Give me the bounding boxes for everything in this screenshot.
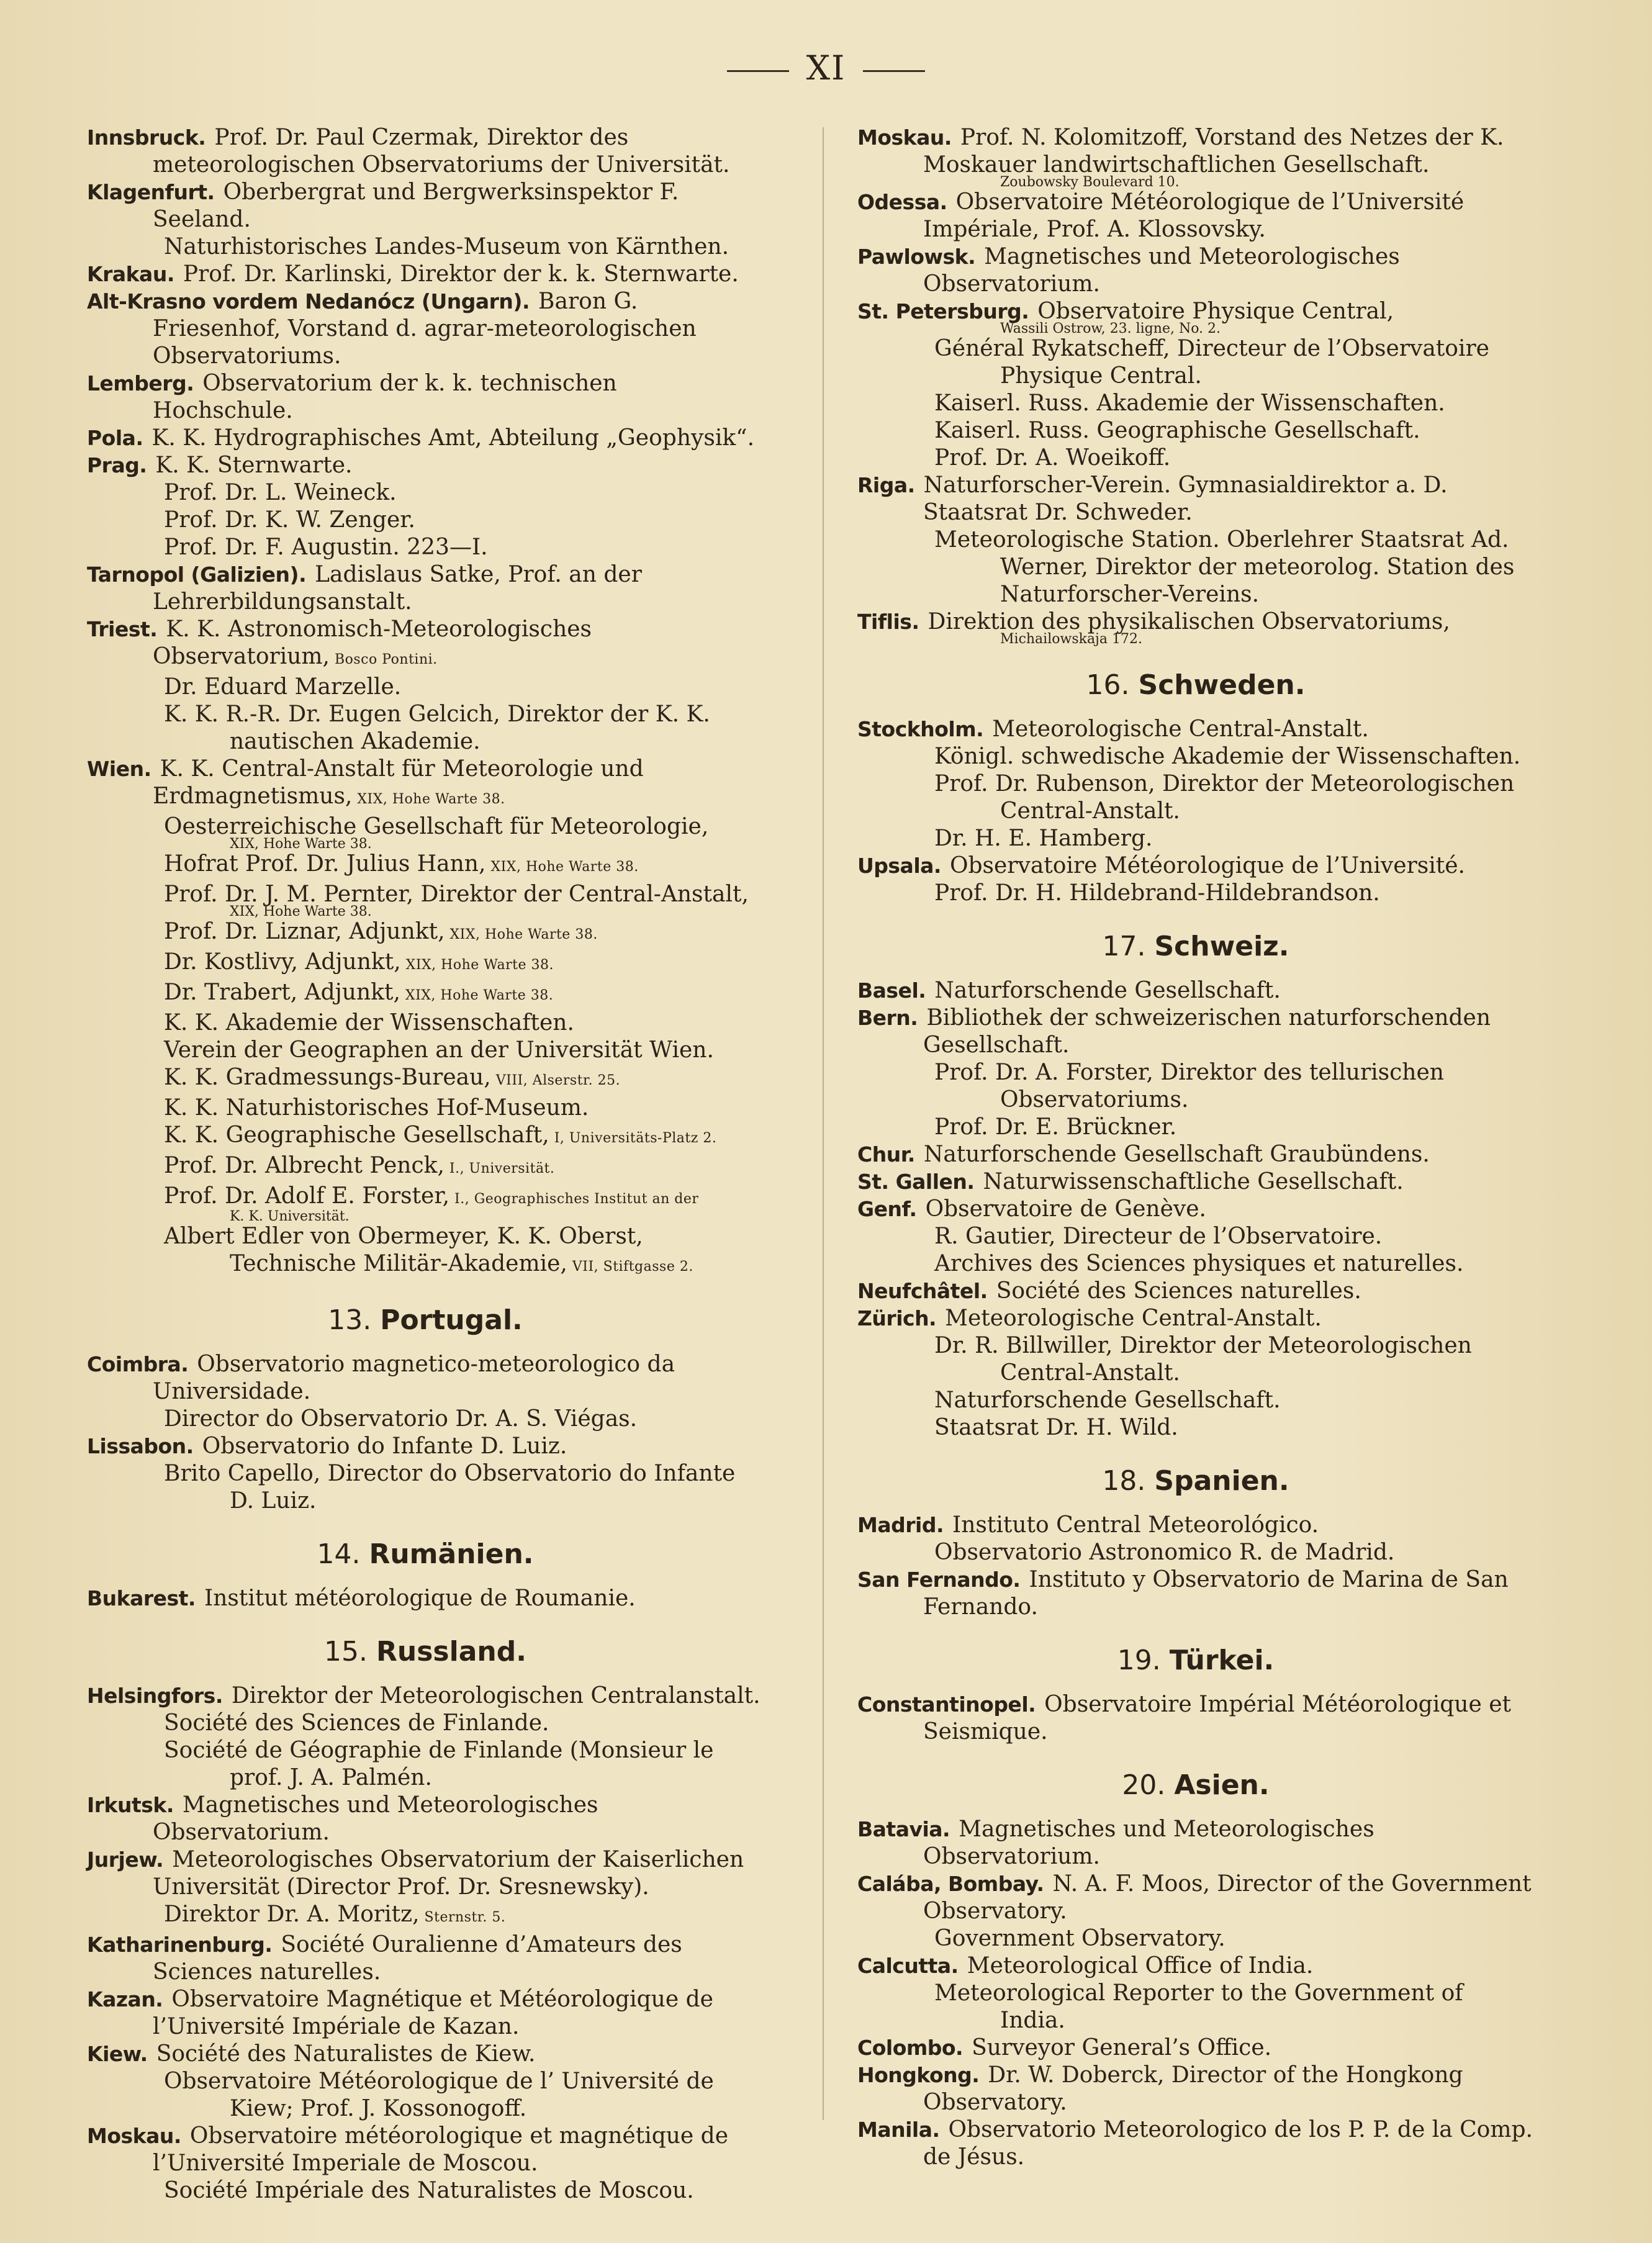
- place-name: Jurjew.: [87, 1848, 164, 1872]
- section-title: Spanien.: [1154, 1465, 1289, 1497]
- place-entry: [87, 1682, 764, 1710]
- entry-text: Meteorologische Central-Anstalt.: [992, 716, 1369, 742]
- entry-text: Naturforschende Gesellschaft.: [934, 978, 1281, 1003]
- place-entry: [857, 124, 1534, 179]
- sub-entry: [87, 2177, 764, 2205]
- section-number: 15.: [324, 1636, 368, 1668]
- entry-text: Prof. Dr. Rubenson, Direktor der Meteorologischen Central-Anstalt.: [934, 771, 1515, 824]
- entry-text: Observatoire Magnétique et Météorologique de l’Université Impériale de Kazan.: [153, 1987, 713, 2039]
- entry-text: Albert Edler von Obermeyer, K. K. Oberst, Technische Militär-Akademie,: [164, 1224, 643, 1276]
- address-line: Wassili Ostrow, 23. ligne, No. 2.: [1000, 321, 1221, 336]
- place-name: Coimbra.: [87, 1352, 189, 1376]
- entry-text: Surveyor General’s Office.: [972, 2035, 1272, 2060]
- place-name: Bern.: [857, 1006, 918, 1030]
- section-heading: [857, 1465, 1534, 1497]
- place-entry: [857, 472, 1534, 526]
- sub-entry: [87, 1037, 764, 1064]
- entry-text: Naturhistorisches Landes-Museum von Kärnthen.: [164, 234, 729, 260]
- sub-entry: [857, 1250, 1534, 1278]
- place-name: Batavia.: [857, 1817, 950, 1841]
- place-name: Wien.: [87, 757, 151, 781]
- entry-text: Institut météorologique de Roumanie.: [204, 1586, 636, 1611]
- entry-text: K. K. Sternwarte.: [155, 453, 353, 478]
- place-name: Stockholm.: [857, 717, 984, 741]
- sub-entry: [857, 1980, 1534, 2034]
- entry-text: K. K. R.-R. Dr. Eugen Gelcich, Direktor der K. K. nautischen Akademie.: [164, 702, 710, 754]
- entry-text: Direktor der Meteorologischen Centralanstalt.: [231, 1683, 761, 1708]
- place-name: Helsingfors.: [87, 1684, 223, 1708]
- sub-entry: [87, 979, 764, 1009]
- section-heading: [857, 931, 1534, 962]
- entry-text: Dr. Trabert, Adjunkt,: [164, 980, 400, 1005]
- entry-text: K. K. Astronomisch-Meteorologisches Observatorium,: [153, 616, 592, 669]
- entry-text: Oberbergrat und Bergwerksinspektor F. Seeland.: [153, 179, 679, 232]
- place-name: San Fernando.: [857, 1568, 1021, 1592]
- entry-text: Brito Capello, Director do Observatorio do Infante D. Luiz.: [164, 1461, 736, 1514]
- place-entry: [857, 2034, 1534, 2062]
- left-column: [87, 124, 764, 2205]
- entry-text: Magnetisches und Meteorologisches Observatorium.: [923, 1817, 1374, 1869]
- place-entry: [87, 756, 764, 813]
- sub-entry: [857, 880, 1534, 907]
- place-name: Chur.: [857, 1142, 915, 1167]
- place-entry: [87, 179, 764, 233]
- sub-entry: [87, 881, 764, 908]
- place-name: Prag.: [87, 453, 147, 477]
- place-name: Genf.: [857, 1197, 917, 1221]
- sub-entry: [857, 1059, 1534, 1114]
- place-entry: [857, 1305, 1534, 1332]
- place-name: Pawlowsk.: [857, 245, 976, 269]
- sub-entry: [87, 1183, 764, 1213]
- section-number: 19.: [1117, 1645, 1161, 1676]
- sub-entry: [87, 1064, 764, 1094]
- place-name: Hongkong.: [857, 2063, 980, 2087]
- place-entry: [857, 189, 1534, 243]
- section-heading: [857, 1769, 1534, 1801]
- entry-text: Archives des Sciences physiques et naturelles.: [934, 1251, 1464, 1276]
- place-name: Kazan.: [87, 1987, 163, 2011]
- sub-entry: [87, 1223, 764, 1281]
- entry-text: Société des Sciences naturelles.: [996, 1278, 1361, 1304]
- sub-entry: [857, 770, 1534, 825]
- place-entry: [857, 1168, 1534, 1196]
- address: I., Geographisches Institut an der: [454, 1191, 699, 1207]
- sub-entry: [87, 1152, 764, 1183]
- entry-text: K. K. Geographische Gesellschaft,: [164, 1122, 549, 1148]
- address-line: Zoubowsky Boulevard 10.: [1000, 174, 1180, 190]
- address-line: K. K. Universität.: [230, 1209, 350, 1224]
- section-number: 16.: [1086, 669, 1130, 701]
- entry-text: K. K. Naturhistorisches Hof-Museum.: [164, 1095, 589, 1121]
- sub-entry: [87, 1901, 764, 1931]
- entry-text: Observatoire de Genève.: [925, 1196, 1206, 1222]
- entry-text: K. K. Gradmessungs-Bureau,: [164, 1065, 491, 1090]
- entry-text: Meteorologisches Observatorium der Kaiserlichen Universität (Director Prof. Dr. Sresnewsky).: [153, 1847, 744, 1900]
- entry-text: Baron G. Friesenhof, Vorstand d. agrar-meteorologischen Observatoriums.: [153, 289, 697, 369]
- entry-text: Observatorio Astronomico R. de Madrid.: [934, 1540, 1395, 1565]
- entry-text: Société Ouralienne d’Amateurs des Sciences naturelles.: [153, 1932, 682, 1985]
- sub-entry: [857, 743, 1534, 770]
- entry-text: Prof. Dr. E. Brückner.: [934, 1114, 1177, 1140]
- sub-entry: [857, 445, 1534, 472]
- entry-text: Naturforschende Gesellschaft Graubündens.: [923, 1142, 1430, 1167]
- entry-text: N. A. F. Moos, Director of the Government Observatory.: [923, 1871, 1532, 1924]
- section-title: Rumänien.: [369, 1538, 534, 1570]
- entry-text: Observatoire Impérial Météorologique et Seismique.: [923, 1692, 1511, 1744]
- sub-entry: [87, 813, 764, 841]
- place-name: Triest.: [87, 617, 158, 641]
- entry-text: Ladislaus Satke, Prof. an der Lehrerbildungsanstalt.: [153, 562, 642, 615]
- entry-text: Observatorio do Infante D. Luiz.: [202, 1433, 567, 1459]
- sub-entry: [87, 1737, 764, 1792]
- entry-text: Dr. Eduard Marzelle.: [164, 674, 402, 700]
- section-number: 18.: [1102, 1465, 1146, 1497]
- place-entry: [87, 2123, 764, 2177]
- place-name: Alt-Krasno vordem Nedanócz (Ungarn).: [87, 289, 530, 314]
- entry-text: Bibliothek der schweizerischen naturforschenden Gesellschaft.: [923, 1005, 1491, 1058]
- sub-entry: [857, 335, 1534, 390]
- place-entry: [857, 1691, 1534, 1746]
- entry-text: Société des Naturalistes de Kiew.: [156, 2041, 536, 2067]
- sub-entry: [857, 526, 1534, 608]
- sub-entry: [857, 390, 1534, 417]
- place-name: Krakau.: [87, 262, 174, 286]
- place-entry: [857, 1566, 1534, 1621]
- sub-entry: [87, 1094, 764, 1122]
- place-name: St. Gallen.: [857, 1170, 975, 1194]
- place-name: Pola.: [87, 426, 143, 450]
- place-entry: [87, 425, 764, 452]
- section-heading: [87, 1304, 764, 1336]
- place-entry: [87, 1931, 764, 1986]
- sub-entry: [87, 534, 764, 561]
- entry-text: Prof. Dr. Paul Czermak, Direktor des meteorologischen Observatoriums der Universität.: [153, 125, 730, 178]
- sub-entry: [857, 1332, 1534, 1387]
- place-entry: [857, 243, 1534, 298]
- place-entry: [857, 1871, 1534, 1925]
- place-entry: [857, 2116, 1534, 2171]
- place-entry: [87, 124, 764, 179]
- section-number: 20.: [1122, 1769, 1166, 1801]
- sub-entry: [87, 1406, 764, 1433]
- sub-entry: [857, 1387, 1534, 1414]
- entry-text: K. K. Akademie der Wissenschaften.: [164, 1010, 574, 1036]
- entry-text: Prof. Dr. Albrecht Penck,: [164, 1153, 445, 1178]
- entry-text: Société des Sciences de Finlande.: [164, 1710, 549, 1736]
- entry-text: Meteorological Reporter to the Government of India.: [934, 1980, 1463, 2033]
- entry-text: Kaiserl. Russ. Akademie der Wissenschaften.: [934, 390, 1445, 416]
- entry-text: Meteorological Office of India.: [967, 1953, 1314, 1979]
- entry-text: Naturforschende Gesellschaft.: [934, 1388, 1281, 1413]
- sub-entry: [87, 701, 764, 756]
- sub-entry: [87, 949, 764, 979]
- sub-entry: [87, 1710, 764, 1737]
- entry-text: Prof. Dr. Adolf E. Forster,: [164, 1183, 450, 1209]
- entry-text: Hofrat Prof. Dr. Julius Hann,: [164, 851, 486, 877]
- place-entry: [857, 1952, 1534, 1980]
- place-entry: [87, 2041, 764, 2068]
- address-line: XIX, Hohe Warte 38.: [230, 904, 372, 919]
- address: VIII, Alserstr. 25.: [495, 1073, 621, 1088]
- entry-text: Staatsrat Dr. H. Wild.: [934, 1415, 1178, 1440]
- address: XIX, Hohe Warte 38.: [405, 957, 554, 973]
- place-entry: [87, 1792, 764, 1846]
- address: Bosco Pontini.: [334, 652, 438, 667]
- place-entry: [87, 452, 764, 479]
- place-entry: [87, 616, 764, 674]
- sub-entry: [87, 1009, 764, 1037]
- place-name: Moskau.: [87, 2124, 181, 2148]
- sub-entry: [857, 1223, 1534, 1250]
- place-name: Calcutta.: [857, 1954, 959, 1978]
- entry-text: Oesterreichische Gesellschaft für Meteorologie,: [164, 814, 709, 839]
- entry-text: Dr. H. E. Hamberg.: [934, 826, 1153, 851]
- place-name: Lemberg.: [87, 371, 194, 395]
- place-entry: [87, 370, 764, 425]
- section-title: Portugal.: [380, 1304, 523, 1336]
- sub-entry: [87, 1460, 764, 1515]
- place-name: Tarnopol (Galizien).: [87, 562, 307, 587]
- place-name: Manila.: [857, 2118, 940, 2142]
- entry-text: Prof. Dr. K. W. Zenger.: [164, 507, 415, 533]
- place-name: Neufchâtel.: [857, 1279, 988, 1303]
- entry-text: Instituto y Observatorio de Marina de San Fernando.: [923, 1567, 1509, 1620]
- section-title: Russland.: [376, 1636, 526, 1668]
- entry-text: Naturforscher-Verein. Gymnasialdirektor a. D. Staatsrat Dr. Schweder.: [923, 472, 1448, 525]
- entry-text: Société de Géographie de Finlande (Monsieur le prof. J. A. Palmén.: [164, 1738, 714, 1790]
- entry-text: Meteorologische Central-Anstalt.: [945, 1306, 1322, 1331]
- section-heading: [87, 1538, 764, 1570]
- entry-text: Observatoire météorologique et magnétique de l’Université Imperiale de Moscou.: [153, 2123, 729, 2176]
- entry-text: Observatorio Meteorologico de los P. P. de la Comp. de Jésus.: [923, 2117, 1533, 2170]
- entry-text: Observatorium der k. k. technischen Hochschule.: [153, 371, 617, 423]
- place-entry: [857, 1004, 1534, 1059]
- entry-text: Prof. Dr. A. Forster, Direktor des tellurischen Observatoriums.: [934, 1060, 1444, 1112]
- section-heading: [87, 1636, 764, 1668]
- sub-entry: [87, 233, 764, 261]
- entry-text: Observatoire Physique Central,: [1037, 299, 1394, 324]
- sub-entry: [857, 1539, 1534, 1566]
- right-column: [857, 124, 1534, 2205]
- sub-entry: [857, 417, 1534, 445]
- address-line: XIX, Hohe Warte 38.: [230, 836, 372, 852]
- entry-text: Instituto Central Meteorológico.: [952, 1512, 1319, 1538]
- place-entry: [857, 1816, 1534, 1871]
- place-name: Kiew.: [87, 2042, 148, 2066]
- entry-text: Observatoire Météorologique de l’Université Impériale, Prof. A. Klossovsky.: [923, 189, 1465, 242]
- entry-text: Prof. Dr. H. Hildebrand-Hildebrandson.: [934, 880, 1380, 906]
- entry-text: Observatoire Météorologique de l’Université.: [949, 853, 1465, 878]
- place-name: Zürich.: [857, 1306, 937, 1330]
- sub-entry: [87, 479, 764, 507]
- place-entry: [87, 1585, 764, 1612]
- address: XIX, Hohe Warte 38.: [357, 792, 505, 807]
- place-entry: [857, 852, 1534, 880]
- entry-text: Direktion des physikalischen Observatoriums,: [928, 609, 1450, 634]
- place-entry: [857, 1196, 1534, 1223]
- entry-text: Dr. Kostlivy, Adjunkt,: [164, 949, 401, 975]
- place-name: St. Petersburg.: [857, 299, 1029, 323]
- entry-text: K. K. Central-Anstalt für Meteorologie und Erdmagnetismus,: [153, 756, 644, 809]
- entry-text: Director do Observatorio Dr. A. S. Viégas.: [164, 1406, 638, 1432]
- place-name: Upsala.: [857, 854, 941, 878]
- place-entry: [87, 288, 764, 370]
- place-entry: [87, 1986, 764, 2041]
- place-name: Katharinenburg.: [87, 1933, 273, 1957]
- columns: [87, 124, 1534, 2205]
- entry-text: Prof. Dr. F. Augustin. 223—I.: [164, 535, 488, 560]
- address: I., Universität.: [449, 1161, 555, 1176]
- place-name: Moskau.: [857, 125, 952, 150]
- place-entry: [87, 1846, 764, 1901]
- place-name: Innsbruck.: [87, 125, 206, 150]
- sub-entry: [857, 1414, 1534, 1442]
- sub-entry: [87, 1122, 764, 1152]
- place-entry: [857, 716, 1534, 743]
- sub-entry: [857, 1925, 1534, 1952]
- address: XIX, Hohe Warte 38.: [405, 988, 554, 1003]
- place-entry: [857, 977, 1534, 1004]
- place-entry: [857, 1278, 1534, 1305]
- entry-text: Verein der Geographen an der Universität Wien.: [164, 1037, 714, 1063]
- entry-text: Prof. Dr. Liznar, Adjunkt,: [164, 919, 445, 944]
- place-entry: [857, 1512, 1534, 1539]
- place-entry: [87, 1351, 764, 1406]
- entry-text: Dr. W. Doberck, Director of the Hongkong Observatory.: [923, 2062, 1463, 2115]
- entry-text: Dr. R. Billwiller, Direktor der Meteorologischen Central-Anstalt.: [934, 1333, 1472, 1386]
- place-name: Odessa.: [857, 190, 947, 214]
- entry-text: Général Rykatscheff, Directeur de l’Observatoire Physique Central.: [934, 336, 1489, 389]
- sub-entry: [857, 825, 1534, 852]
- entry-text: Königl. schwedische Akademie der Wissenschaften.: [934, 744, 1521, 769]
- entry-text: Observatorio magnetico-meteorologico da Universidade.: [153, 1352, 675, 1404]
- entry-text: K. K. Hydrographisches Amt, Abteilung „Geophysik“.: [151, 425, 755, 451]
- entry-text: Prof. Dr. J. M. Pernter, Direktor der Central-Anstalt,: [164, 882, 749, 907]
- place-name: Tiflis.: [857, 610, 919, 634]
- sub-entry: [87, 507, 764, 534]
- sub-entry: [87, 918, 764, 949]
- place-name: Basel.: [857, 978, 926, 1003]
- place-name: Bukarest.: [87, 1586, 196, 1610]
- place-name: Madrid.: [857, 1513, 944, 1537]
- place-name: Constantinopel.: [857, 1692, 1036, 1717]
- entry-text: Naturwissenschaftliche Gesellschaft.: [983, 1169, 1404, 1194]
- sub-entry: [87, 674, 764, 701]
- entry-text: Magnetisches und Meteorologisches Observatorium.: [153, 1792, 598, 1845]
- entry-text: Société Impériale des Naturalistes de Moscou.: [164, 2178, 694, 2203]
- entry-text: Magnetisches und Meteorologisches Observatorium.: [923, 244, 1400, 297]
- section-title: Schweiz.: [1154, 931, 1289, 962]
- place-name: Irkutsk.: [87, 1793, 174, 1817]
- entry-text: R. Gautier, Directeur de l’Observatoire.: [934, 1224, 1383, 1249]
- address: XIX, Hohe Warte 38.: [490, 859, 639, 875]
- place-name: Klagenfurt.: [87, 180, 215, 204]
- entry-text: Prof. Dr. A. Woeikoff.: [934, 445, 1171, 471]
- sub-entry: [857, 1114, 1534, 1141]
- entry-text: Government Observatory.: [934, 1926, 1225, 1951]
- address-line: Michailowskaja 172.: [1000, 631, 1142, 647]
- entry-text: Direktor Dr. A. Moritz,: [164, 1902, 420, 1927]
- entry-text: Kaiserl. Russ. Geographische Gesellschaft.: [934, 418, 1420, 443]
- place-entry: [857, 608, 1534, 636]
- place-entry: [857, 1141, 1534, 1168]
- address: I, Universitäts-Platz 2.: [554, 1131, 717, 1146]
- entry-text: Observatoire Météorologique de l’ Université de Kiew; Prof. J. Kossonogoff.: [164, 2069, 714, 2121]
- section-title: Türkei.: [1169, 1645, 1275, 1676]
- place-entry: [87, 261, 764, 288]
- place-name: Lissabon.: [87, 1434, 194, 1458]
- section-heading: [857, 669, 1534, 701]
- entry-text: Prof. Dr. L. Weineck.: [164, 480, 397, 505]
- address: XIX, Hohe Warte 38.: [449, 927, 598, 942]
- place-entry: [87, 1433, 764, 1460]
- sub-entry: [87, 851, 764, 881]
- place-name: Colombo.: [857, 2036, 964, 2060]
- section-title: Schweden.: [1138, 669, 1306, 701]
- sub-entry: [87, 2068, 764, 2123]
- place-entry: [857, 2062, 1534, 2116]
- section-number: 13.: [328, 1304, 372, 1336]
- section-number: 14.: [317, 1538, 361, 1570]
- section-title: Asien.: [1174, 1769, 1270, 1801]
- entry-text: Prof. N. Kolomitzoff, Vorstand des Netzes der K. Moskauer landwirtschaftlichen Gesellschaft.: [923, 125, 1504, 178]
- section-number: 17.: [1102, 931, 1146, 962]
- address: VII, Stiftgasse 2.: [572, 1259, 693, 1275]
- entry-text: Meteorologische Station. Oberlehrer Staatsrat Ad. Werner, Direktor der meteorolog. Station des Naturforscher-Vereins.: [934, 527, 1515, 607]
- place-entry: [87, 561, 764, 616]
- page-number: XI: [0, 48, 1652, 88]
- place-name: Riga.: [857, 473, 915, 497]
- address: Sternstr. 5.: [424, 1910, 506, 1925]
- place-name: Calába, Bombay.: [857, 1872, 1044, 1896]
- section-heading: [857, 1645, 1534, 1676]
- entry-text: Prof. Dr. Karlinski, Direktor der k. k. Sternwarte.: [183, 261, 739, 287]
